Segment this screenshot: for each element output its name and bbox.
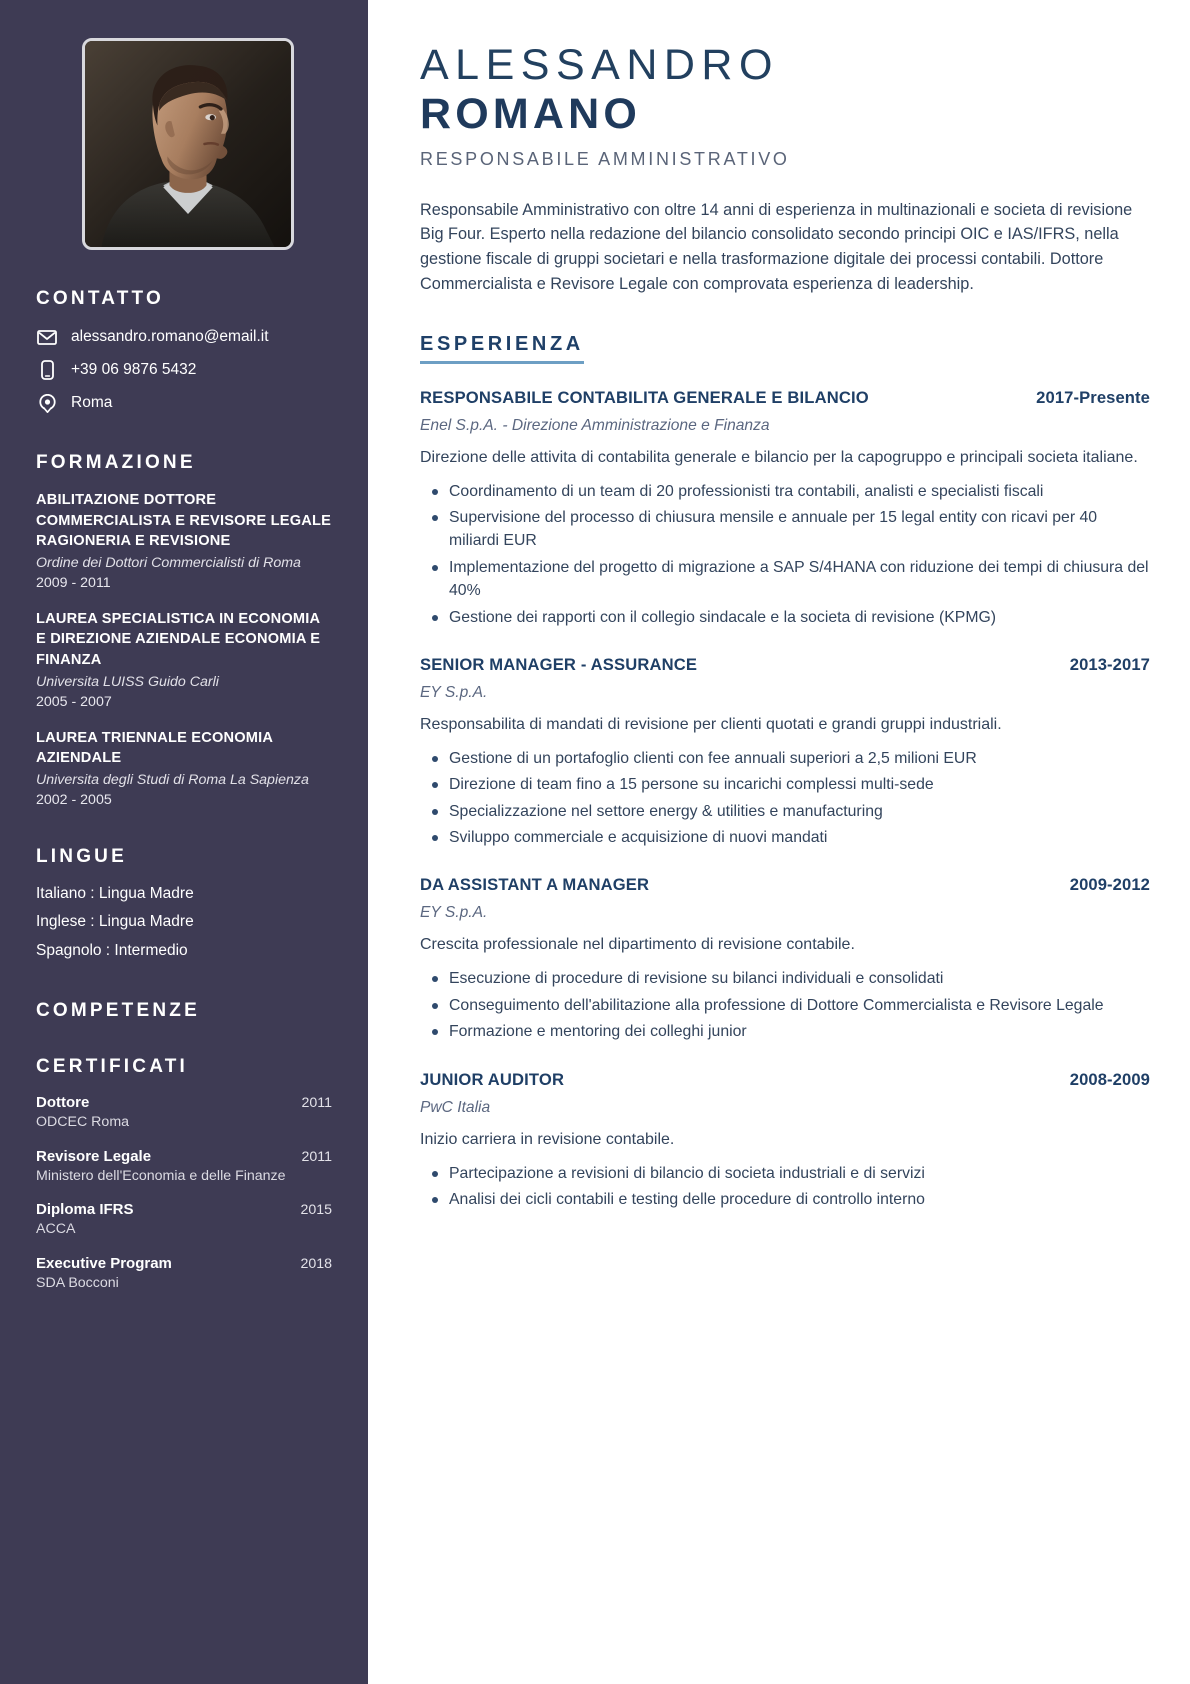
- certificate-issuer: SDA Bocconi: [36, 1274, 119, 1291]
- experience-title: DA ASSISTANT A MANAGER: [420, 875, 650, 895]
- experience-organization: EY S.p.A.: [420, 904, 488, 922]
- education-dates: 2005 - 2007: [36, 693, 112, 710]
- experience-entry: [420, 875, 1150, 1043]
- phone-icon: [36, 359, 58, 381]
- experience-section-heading: ESPERIENZA: [420, 333, 584, 364]
- language-item: Inglese : Lingua Madre: [36, 913, 194, 931]
- contact-section-heading: CONTATTO: [36, 288, 164, 309]
- list-item: Conseguimento dell'abilitazione alla professione di Dottore Commercialista e Revisore Legale: [447, 994, 1150, 1017]
- job-title-subtitle: RESPONSABILE AMMINISTRATIVO: [420, 148, 790, 169]
- education-section-heading: FORMAZIONE: [36, 452, 196, 473]
- professional-summary: Responsabile Amministrativo con oltre 14 anni di esperienza in multinazionali e societa di revisione Big Four. Esperto nella redazione del bilancio consolidato secondo principi OIC e IAS/IFRS, nella gestione fiscale di gruppi societari e nella trasformazione digitale dei processi contabili. Dottore Commercialista e Revisore Legale con comprovata esperienza di leadership.: [420, 200, 1133, 293]
- experience-organization: Enel S.p.A. - Direzione Amministrazione e Finanza: [420, 416, 770, 434]
- education-title: ABILITAZIONE DOTTORE COMMERCIALISTA E REVISORE LEGALE RAGIONERIA E REVISIONE: [36, 492, 332, 550]
- experience-bullets: [420, 747, 1150, 850]
- experience-dates: 2008-2009: [1069, 1069, 1150, 1089]
- certificate-year: 2018: [300, 1255, 332, 1272]
- contact-item-phone[interactable]: [36, 359, 332, 381]
- experience-list: [420, 388, 1150, 1212]
- contact-email-text: alessandro.romano@email.it: [71, 327, 269, 345]
- certificate-entry: [36, 1094, 332, 1131]
- list-item: Gestione dei rapporti con il collegio sindacale e la societa di revisione (KPMG): [447, 606, 1150, 629]
- education-organization: Ordine dei Dottori Commercialisti di Roma: [36, 555, 301, 572]
- list-item: Partecipazione a revisioni di bilancio di societa industriali e di servizi: [447, 1162, 1150, 1185]
- experience-organization: PwC Italia: [420, 1098, 491, 1116]
- certificate-name: Dottore: [36, 1094, 90, 1112]
- certificate-name: Diploma IFRS: [36, 1201, 134, 1219]
- experience-dates: 2009-2012: [1069, 875, 1150, 895]
- list-item: Supervisione del processo di chiusura mensile e annuale per 15 legal entity con ricavi per 40 miliardi EUR: [447, 506, 1150, 553]
- language-item: Spagnolo : Intermedio: [36, 942, 188, 960]
- experience-bullets: [420, 967, 1150, 1043]
- experience-dates: 2017-Presente: [1036, 387, 1150, 407]
- languages-section-heading: LINGUE: [36, 845, 127, 867]
- contact-item-email[interactable]: [36, 326, 332, 348]
- list-item: Coordinamento di un team di 20 professionisti tra contabili, analisti e specialisti fiscali: [447, 480, 1150, 503]
- certificate-entry: [36, 1255, 332, 1292]
- experience-description: Direzione delle attivita di contabilita generale e bilancio per la capogruppo e principali societa italiane.: [420, 448, 1138, 466]
- list-item: Sviluppo commerciale e acquisizione di nuovi mandati: [447, 826, 1150, 849]
- certificate-issuer: Ministero dell'Economia e delle Finanze: [36, 1167, 286, 1184]
- certificate-issuer: ACCA: [36, 1221, 76, 1238]
- avatar: [82, 38, 294, 250]
- skills-section-heading: COMPETENZE: [36, 1000, 200, 1022]
- list-item: Direzione di team fino a 15 persone su incarichi complessi multi-sede: [447, 773, 1150, 796]
- certificate-name: Executive Program: [36, 1254, 172, 1272]
- experience-description: Inizio carriera in revisione contabile.: [420, 1130, 675, 1148]
- list-item: Implementazione del progetto di migrazione a SAP S/4HANA con riduzione dei tempi di chiusura del 40%: [447, 556, 1150, 603]
- list-item: Esecuzione di procedure di revisione su bilanci individuali e consolidati: [447, 967, 1150, 990]
- certificate-year: 2011: [301, 1148, 332, 1165]
- experience-entry: [420, 388, 1150, 629]
- certificate-year: 2011: [301, 1095, 332, 1112]
- list-item: Analisi dei cicli contabili e testing delle procedure di controllo interno: [447, 1188, 1150, 1211]
- education-entry: [36, 728, 332, 808]
- certificate-issuer: ODCEC Roma: [36, 1114, 130, 1131]
- sidebar: [0, 0, 368, 1684]
- contact-location-text: Roma: [71, 393, 113, 411]
- experience-entry: [420, 1070, 1150, 1212]
- certificate-year: 2015: [300, 1202, 332, 1219]
- education-entry: [36, 490, 332, 591]
- certificates-section-heading: CERTIFICATI: [36, 1056, 189, 1078]
- education-organization: Universita degli Studi di Roma La Sapienza: [36, 771, 309, 788]
- experience-organization: EY S.p.A.: [420, 683, 488, 701]
- profile-photo-image: [85, 41, 291, 247]
- experience-title: JUNIOR AUDITOR: [420, 1069, 565, 1089]
- experience-dates: 2013-2017: [1069, 654, 1150, 674]
- education-organization: Universita LUISS Guido Carli: [36, 673, 219, 690]
- education-dates: 2002 - 2005: [36, 791, 112, 808]
- experience-bullets: [420, 1162, 1150, 1212]
- contact-phone-text: +39 06 9876 5432: [71, 360, 197, 378]
- experience-title: RESPONSABILE CONTABILITA GENERALE E BILANCIO: [420, 387, 869, 407]
- envelope-icon: [36, 326, 58, 348]
- list-item: Specializzazione nel settore energy & utilities e manufacturing: [447, 800, 1150, 823]
- certificate-entry: [36, 1201, 332, 1238]
- experience-description: Crescita professionale nel dipartimento di revisione contabile.: [420, 936, 855, 954]
- education-entry: [36, 609, 332, 710]
- list-item: Gestione di un portafoglio clienti con fee annuali superiori a 2,5 milioni EUR: [447, 747, 1150, 770]
- contact-item-location[interactable]: [36, 392, 332, 414]
- certificate-name: Revisore Legale: [36, 1147, 152, 1165]
- experience-bullets: [420, 480, 1150, 629]
- language-item: Italiano : Lingua Madre: [36, 884, 194, 902]
- experience-title: SENIOR MANAGER - ASSURANCE: [420, 654, 698, 674]
- page-title-first-name: ALESSANDRO: [420, 41, 779, 89]
- location-pin-icon: [36, 392, 58, 414]
- education-title: LAUREA TRIENNALE ECONOMIA AZIENDALE: [36, 729, 273, 767]
- page-title-last-name: ROMANO: [420, 90, 642, 139]
- experience-description: Responsabilita di mandati di revisione per clienti quotati e grandi gruppi industriali.: [420, 715, 1002, 733]
- education-dates: 2009 - 2011: [36, 574, 111, 591]
- education-title: LAUREA SPECIALISTICA IN ECONOMIA E DIREZIONE AZIENDALE ECONOMIA E FINANZA: [36, 610, 321, 669]
- main-content: [368, 0, 1190, 1684]
- certificate-entry: [36, 1148, 332, 1185]
- experience-entry: [420, 655, 1150, 850]
- list-item: Formazione e mentoring dei colleghi junior: [447, 1020, 1150, 1043]
